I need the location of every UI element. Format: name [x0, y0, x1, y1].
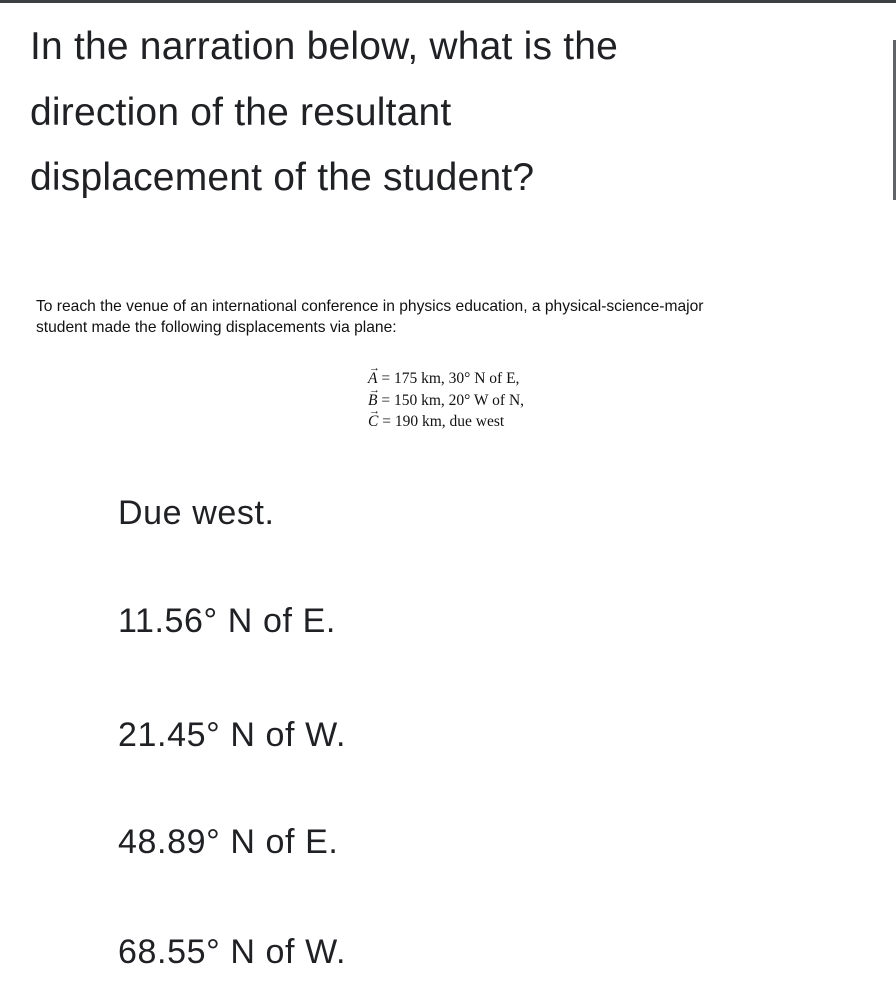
question-title: [30, 14, 790, 211]
equation-a: [368, 368, 524, 390]
question-line: displacement of the student?: [30, 156, 535, 199]
top-border: [0, 0, 896, 3]
equation-value: = 175 km, 30° N of E,: [381, 370, 520, 387]
vector-symbol: → C: [368, 411, 378, 433]
displacement-equations: [368, 368, 524, 433]
answer-option[interactable]: 68.55° N of W.: [118, 933, 346, 971]
vector-symbol: → B: [368, 390, 377, 412]
answer-option[interactable]: 21.45° N of W.: [118, 716, 346, 754]
equation-c: [368, 411, 524, 433]
question-line: In the narration below, what is the: [30, 25, 619, 68]
answer-option[interactable]: 11.56° N of E.: [118, 602, 336, 640]
vector-symbol: → A: [368, 368, 377, 390]
equation-value: = 150 km, 20° W of N,: [381, 391, 525, 409]
narration-text: [36, 296, 876, 338]
narration-line: student made the following displacements via plane:: [36, 319, 397, 336]
equation-b: [368, 390, 524, 412]
answer-option[interactable]: 48.89° N of E.: [118, 823, 339, 861]
narration-line: To reach the venue of an international conference in physics education, a physical-science-major: [36, 298, 704, 315]
answer-option[interactable]: Due west.: [118, 494, 275, 532]
question-line: direction of the resultant: [30, 90, 452, 134]
equation-value: = 190 km, due west: [382, 413, 505, 430]
